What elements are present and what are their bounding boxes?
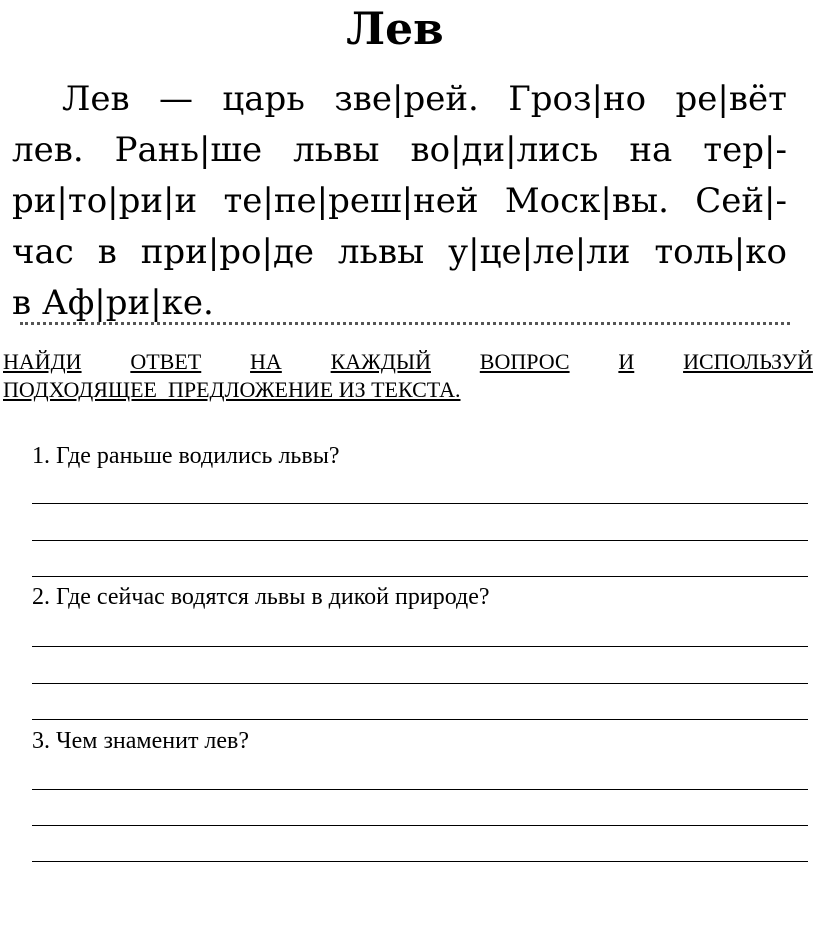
divider <box>20 322 790 325</box>
instruction <box>3 348 813 404</box>
answer-line[interactable] <box>32 503 808 504</box>
story-word: царь <box>222 79 305 119</box>
story-word: львы <box>293 130 380 170</box>
answer-line[interactable] <box>32 789 808 790</box>
instruction-word: И <box>618 349 635 374</box>
story-line-1 <box>12 74 787 125</box>
story-word: час <box>12 232 74 272</box>
instruction-word: НА <box>250 349 282 374</box>
answer-line[interactable] <box>32 719 808 720</box>
story-word: толь|ко <box>654 232 787 272</box>
answer-line[interactable] <box>32 646 808 647</box>
story-word: Сей|- <box>695 181 787 221</box>
answer-line[interactable] <box>32 540 808 541</box>
instruction-word: ОТВЕТ <box>130 349 202 374</box>
instruction-text: ПОДХОДЯЩЕЕ ПРЕДЛОЖЕНИЕ ИЗ ТЕКСТА. <box>3 377 461 402</box>
answer-line[interactable] <box>32 861 808 862</box>
story-line-3 <box>12 176 787 227</box>
story-line-2 <box>12 125 787 176</box>
story-word: львы <box>337 232 425 272</box>
instruction-word: ИСПОЛЬЗУЙ <box>683 349 813 374</box>
answer-line[interactable] <box>32 683 808 684</box>
instruction-line-2 <box>3 376 813 404</box>
story-word: Лев <box>62 79 130 119</box>
story-word: тер|- <box>703 130 787 170</box>
instruction-word: КАЖДЫЙ <box>330 349 431 374</box>
story-word: в Аф|ри|ке. <box>12 283 214 323</box>
instruction-word: НАЙДИ <box>3 349 82 374</box>
story-word: во|ди|лись <box>410 130 599 170</box>
question-3: 3. Чем знаменит лев? <box>32 728 250 754</box>
story-word: те|пе|реш|ней <box>223 181 479 221</box>
story-word: на <box>629 130 673 170</box>
instruction-line-1 <box>3 348 813 376</box>
story-word: у|це|ле|ли <box>448 232 631 272</box>
story-line-4 <box>12 227 787 278</box>
answer-line[interactable] <box>32 576 808 577</box>
instruction-word: ВОПРОС <box>479 349 570 374</box>
story-word: Моск|вы. <box>504 181 669 221</box>
story-word: ри|то|ри|и <box>12 181 198 221</box>
story-text <box>12 74 787 329</box>
story-word: при|ро|де <box>140 232 315 272</box>
question-1: 1. Где раньше водились львы? <box>32 443 340 469</box>
story-word: — <box>159 79 194 119</box>
page-title: Лев <box>346 4 444 55</box>
question-2: 2. Где сейчас водятся львы в дикой природе? <box>32 584 490 610</box>
answer-line[interactable] <box>32 825 808 826</box>
story-word: лев. <box>12 130 84 170</box>
story-word: ре|вёт <box>675 79 787 119</box>
story-word: Гроз|но <box>508 79 647 119</box>
story-word: в <box>97 232 117 272</box>
story-word: зве|рей. <box>334 79 479 119</box>
story-word: Рань|ше <box>114 130 263 170</box>
